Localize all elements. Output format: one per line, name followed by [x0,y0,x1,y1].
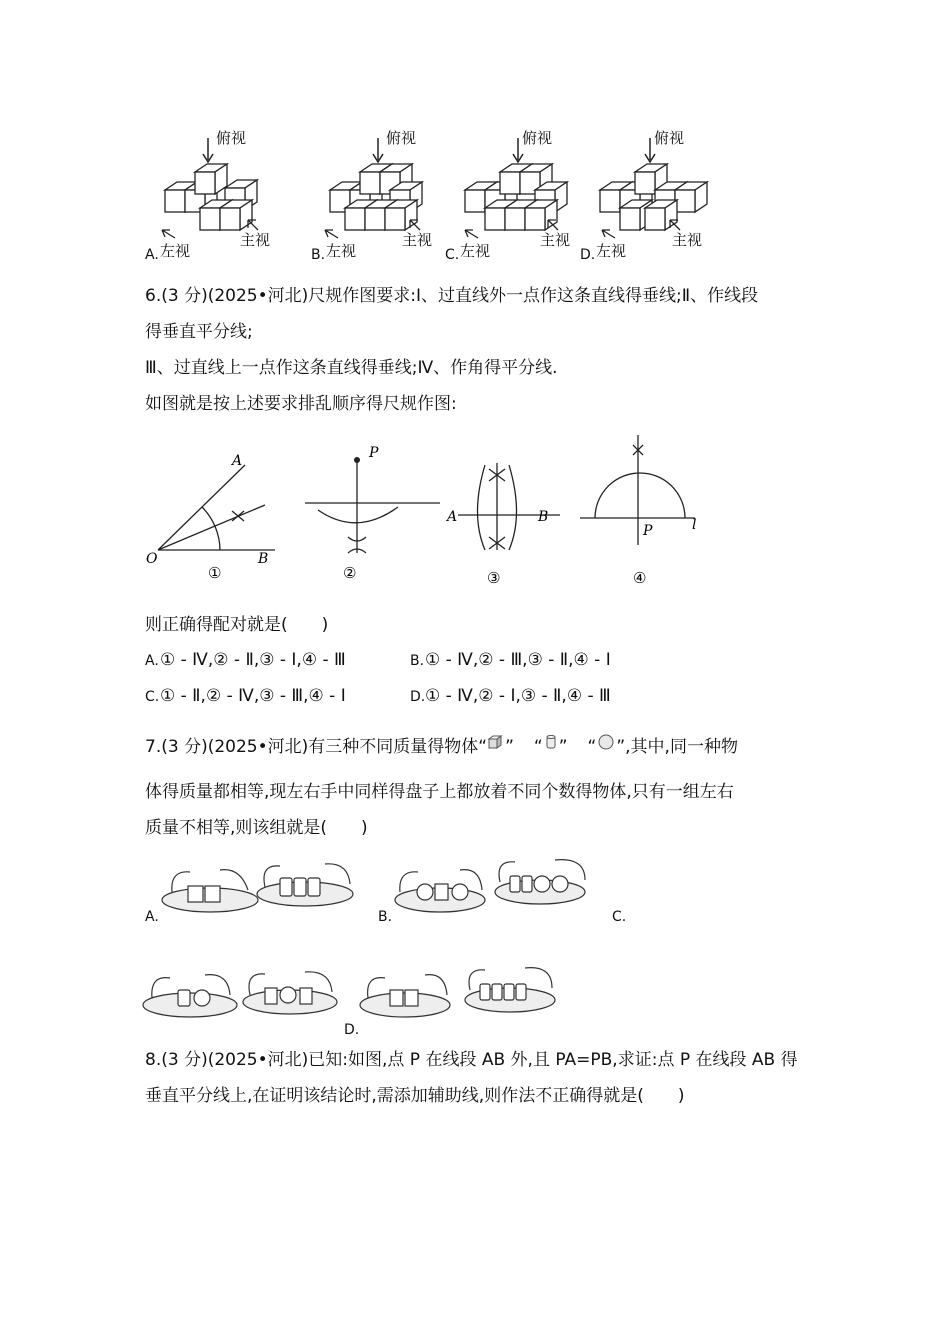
cube-object-icon [487,734,505,750]
q7-option-b[interactable]: B. [378,909,393,925]
q5-figure-a [162,138,258,238]
q6-stem-line3: Ⅲ、过直线上一点作这条直线得垂线;Ⅳ、作角得平分线. [145,358,558,378]
q5-front-label-c: 主视 [540,231,571,249]
q6-point-p-dot [354,457,360,463]
q6-stem-line1: 6.(3 分)(2025•河北)尺规作图要求:Ⅰ、过直线外一点作这条直线得垂线;Ⅱ、作线段 [145,286,759,306]
q6-figure-2 [305,460,440,553]
q6-figure-1 [158,465,275,550]
q5-option-b[interactable]: B. [311,247,326,263]
q5-front-label-a: 主视 [240,231,271,249]
sphere-object-icon [596,734,616,750]
q6-option-c[interactable]: ① - Ⅱ,② - Ⅳ,③ - Ⅲ,④ - Ⅰ [160,686,346,706]
q6-stem-line2: 得垂直平分线; [145,322,253,342]
q5-top-label-b: 俯视 [386,129,417,147]
q5-option-a[interactable]: A. [145,247,159,263]
q6-label-p4: P [643,523,653,539]
q7-stem-line1: 7.(3 分)(2025•河北)有三种不同质量得物体“ ” “ ” “ ”,其中,同一种物 [145,734,738,759]
q6-figure-3 [458,463,560,550]
q5-option-c[interactable]: C. [445,247,460,263]
q5-top-label-c: 俯视 [522,129,553,147]
q5-left-label-c: 左视 [460,242,491,260]
q5-front-label-d: 主视 [672,231,703,249]
q5-left-label-d: 左视 [596,242,627,260]
q6-option-a-label[interactable]: A. [145,653,159,669]
q6-circle-2: ② [343,564,357,582]
q6-circle-4: ④ [633,569,647,587]
q6-label-a3: A [447,509,458,525]
q6-circle-3: ③ [487,569,501,587]
q5-figure-d [600,138,707,238]
q6-label-o: O [146,551,158,567]
q7-stem-line2: 体得质量都相等,现左右手中同样得盘子上都放着不同个数得物体,只有一组左右 [145,782,734,802]
q6-label-a1: A [232,453,243,469]
q6-option-b[interactable]: ① - Ⅳ,② - Ⅲ,③ - Ⅱ,④ - Ⅰ [425,650,611,670]
q6-option-d-label[interactable]: D. [410,689,426,705]
q6-option-a[interactable]: ① - Ⅳ,② - Ⅱ,③ - Ⅰ,④ - Ⅲ [160,650,346,670]
q7-option-a[interactable]: A. [145,909,159,925]
q6-figure-4 [580,435,695,545]
q5-figure-b [325,138,422,238]
q6-label-l: l [692,517,697,533]
q5-figure-c [465,138,567,238]
q8-stem-line2: 垂直平分线上,在证明该结论时,需添加辅助线,则作法不正确得就是( ) [145,1086,685,1106]
q5-option-d[interactable]: D. [580,247,596,263]
q6-label-p2: P [369,445,379,461]
q6-stem-line4: 如图就是按上述要求排乱顺序得尺规作图: [145,394,457,414]
q6-option-b-label[interactable]: B. [410,653,425,669]
cylinder-object-icon [543,734,559,750]
q6-label-b3: B [538,509,549,525]
q5-front-label-b: 主视 [402,231,433,249]
q6-constructions-figure [140,425,720,595]
q5-left-label-b: 左视 [326,242,357,260]
q5-top-label-a: 俯视 [216,129,247,147]
q6-circle-1: ① [208,564,222,582]
q6-label-b1: B [258,551,269,567]
q7-stem-line3: 质量不相等,则该组就是( ) [145,818,368,838]
q6-option-c-label[interactable]: C. [145,689,160,705]
q7-option-d[interactable]: D. [344,1022,360,1038]
q6-question: 则正确得配对就是( ) [145,615,329,635]
q7-option-c[interactable]: C. [612,909,627,925]
q8-stem-line1: 8.(3 分)(2025•河北)已知:如图,点 P 在线段 AB 外,且 PA=PB,求证:点 P 在线段 AB 得 [145,1050,798,1070]
q6-option-d[interactable]: ① - Ⅳ,② - Ⅰ,③ - Ⅱ,④ - Ⅲ [425,686,611,706]
q5-top-label-d: 俯视 [654,129,685,147]
q5-left-label-a: 左视 [160,242,191,260]
